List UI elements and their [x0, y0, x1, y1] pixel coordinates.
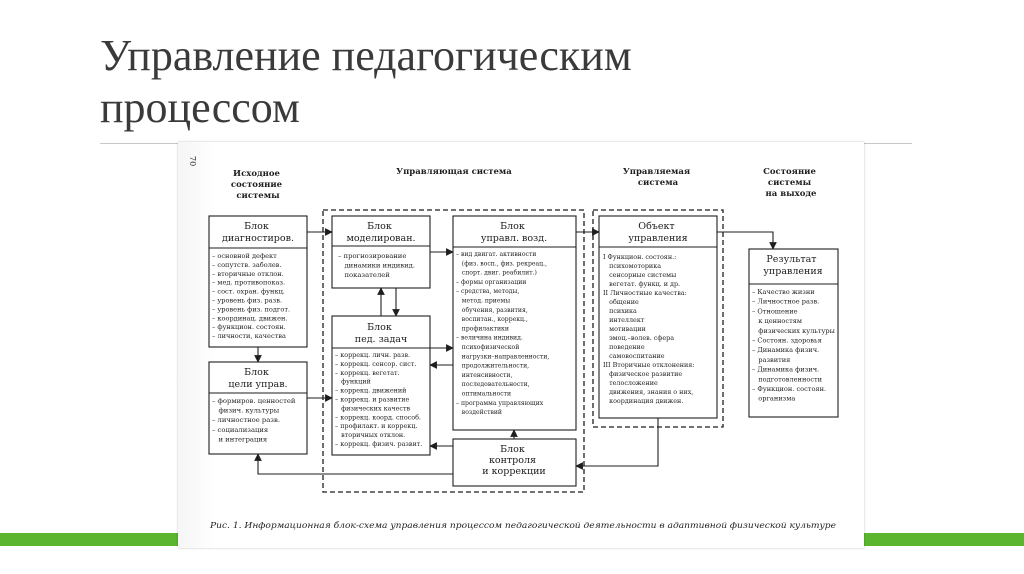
control-title-line-2: контроля: [488, 455, 537, 466]
means-item: продолжительности,: [456, 362, 530, 370]
goals-item: – формиров. ценностей: [212, 397, 296, 405]
diagnostics-item: – мед. противопоказ.: [212, 278, 286, 287]
tasks-item: – коррекц. физич. развит.: [335, 440, 423, 448]
object-items: [603, 253, 694, 405]
diagnostics-item: – сопутств. заболев.: [212, 260, 282, 269]
goals-title-line-1: Блок: [244, 367, 269, 378]
object-item: мотивации: [603, 325, 646, 333]
goals-title-line-2: цели управ.: [228, 379, 288, 390]
modeling-title-line-2: моделирован.: [346, 233, 416, 244]
figure-caption: Рис. 1. Информационная блок-схема управления процессом педагогической деятельности в адаптивной физической культуре: [208, 520, 837, 530]
tasks-item: – коррекц. вегетат.: [335, 368, 400, 377]
control-title-line-3: и коррекции: [482, 466, 546, 477]
means-item: интенсивности,: [456, 371, 513, 379]
tasks-items: [335, 351, 422, 448]
result-item: – Динамика физич.: [752, 365, 820, 374]
means-title: [481, 221, 547, 244]
object-item: физическое развитие: [603, 370, 683, 378]
modeling-item: показателей: [338, 271, 390, 279]
result-item: подготовленности: [752, 375, 823, 384]
means-item: профилактики: [456, 325, 509, 333]
tasks-item: – коррекц. движений: [335, 386, 407, 395]
tasks-item: – профилакт. и коррекц.: [335, 422, 418, 431]
header-initial-state: [231, 169, 285, 201]
arrow-control-to-goals: [258, 454, 453, 474]
diagnostics-title-line-2: диагностиров.: [222, 233, 294, 244]
object-item: психика: [603, 307, 637, 315]
tasks-item: – коррекц. личн. разв.: [335, 351, 411, 359]
means-item: воздействий: [456, 409, 502, 417]
diagnostics-item: – уровень физ. подгот.: [212, 305, 291, 314]
result-item: – Отношение: [752, 307, 798, 316]
object-item: II Личностные качества:: [603, 289, 687, 297]
control-title: [482, 444, 546, 477]
slide-title-line-1: Управление педагогическим: [100, 31, 632, 80]
means-item: – формы организации: [456, 278, 527, 286]
header-output-state: [763, 167, 819, 199]
modeling-items: [338, 252, 415, 279]
means-item: оптимальности: [456, 390, 512, 398]
modeling-item: – прогнозирование: [338, 252, 407, 260]
diagnostics-item: – координац. движен.: [212, 314, 288, 323]
tasks-item: – коррекц. коорд. способ.: [335, 413, 421, 422]
modeling-item: динамики индивид.: [338, 261, 416, 270]
tasks-item: функций: [335, 377, 371, 386]
tasks-item: – коррекц. сенсор. сист.: [335, 359, 417, 368]
object-item: III Вторичные отклонения:: [603, 361, 695, 369]
goals-item: – личностное разв.: [212, 416, 280, 425]
modeling-title: [346, 221, 415, 244]
means-item: – вид двигат. активности: [456, 251, 537, 258]
result-item: к ценностям: [752, 317, 803, 326]
tasks-title: [355, 322, 407, 345]
diagnostics-item: – личности, качества: [212, 332, 286, 341]
header-controlled-system: [623, 167, 693, 188]
tasks-item: вторичных отклон.: [335, 431, 406, 440]
header-initial-state-line-3: системы: [236, 191, 280, 201]
goals-title: [228, 367, 287, 390]
means-item: – программа управляющих: [456, 399, 544, 407]
object-item: I Функцион. состоян.:: [603, 253, 677, 261]
object-title-line-2: управления: [628, 233, 688, 244]
diagnostics-item: – функцион. состоян.: [212, 323, 286, 332]
object-item: общение: [603, 298, 639, 306]
result-items: [752, 288, 836, 403]
object-item: вегетат. функц. и др.: [603, 280, 681, 288]
tasks-title-line-1: Блок: [367, 322, 392, 333]
object-item: телосложение: [603, 379, 658, 387]
diagnostics-item: – сост. охран. функц.: [212, 287, 285, 296]
goals-item: физич. культуры: [212, 406, 280, 415]
header-output-state-line-3: на выходе: [765, 189, 817, 199]
diagnostics-title: [222, 221, 294, 244]
means-items: [456, 251, 549, 416]
diagnostics-item: – вторичные отклон.: [212, 269, 284, 278]
object-item: психомоторика: [603, 262, 661, 270]
page-number: 70: [188, 156, 197, 167]
object-item: эмоц.–волев. сфера: [603, 334, 675, 342]
result-item: – Качество жизни: [752, 288, 815, 296]
goals-items: [212, 397, 296, 443]
tasks-item: физических качеств: [335, 404, 411, 413]
means-item: метод. приемы: [456, 297, 511, 305]
object-item: координация движен.: [603, 397, 684, 405]
goals-item: и интеграция: [212, 435, 268, 444]
object-title-line-1: Объект: [638, 221, 675, 232]
means-item: психофизической: [456, 344, 520, 351]
means-item: обучения, развития,: [456, 306, 528, 314]
diagnostics-item: – основной дефект: [212, 252, 277, 260]
header-controlled-system-line-1: Управляемая: [622, 167, 691, 177]
modeling-title-line-1: Блок: [367, 221, 392, 232]
diagnostics-item: – уровень физ. разв.: [212, 296, 283, 305]
result-title: [763, 254, 822, 277]
tasks-item: – коррекц. и развитие: [335, 395, 410, 404]
tasks-title-line-2: пед. задач: [354, 334, 408, 345]
result-item: – Личностное разв.: [752, 297, 820, 306]
means-item: воспитан., коррекц.,: [456, 316, 528, 324]
means-item: – средства, методы,: [456, 288, 520, 296]
means-item: нагрузки–направленности,: [456, 353, 550, 361]
object-item: сенсорные системы: [603, 271, 677, 279]
means-item: – величина индивид.: [456, 334, 523, 342]
slide-title-line-2: процессом: [100, 83, 300, 132]
means-item: спорт. двиг. реабилит.): [456, 269, 537, 277]
result-title-line-1: Результат: [766, 254, 817, 265]
diagnostics-items: [212, 252, 290, 340]
means-item: (физ. восп., физ. рекреац.,: [456, 260, 547, 268]
means-title-line-2: управл. возд.: [480, 233, 548, 244]
result-item: развития: [752, 355, 791, 364]
result-item: физических культуры: [752, 326, 835, 335]
header-initial-state-line-1: Исходное: [233, 169, 280, 179]
control-title-line-1: Блок: [500, 444, 525, 455]
object-item: интеллект: [603, 316, 645, 324]
result-title-line-2: управления: [763, 266, 823, 277]
result-item: организма: [752, 394, 796, 403]
arrow-object-to-result: [717, 232, 773, 249]
means-item: последовательности,: [456, 381, 530, 389]
arrow-object-to-control: [576, 418, 658, 466]
result-item: – Функцион. состоян.: [752, 385, 827, 393]
diagnostics-title-line-1: Блок: [244, 221, 269, 232]
object-item: поведение: [603, 343, 645, 351]
header-initial-state-line-2: состояние: [230, 180, 283, 190]
header-controlled-system-line-2: система: [637, 178, 679, 188]
means-title-line-1: Блок: [500, 221, 525, 232]
result-item: – Динамика физич.: [752, 346, 820, 355]
object-title: [628, 221, 687, 244]
goals-item: – социализация: [212, 425, 269, 434]
header-output-state-line-2: системы: [767, 178, 812, 188]
header-control-system: Управляющая система: [396, 167, 512, 177]
object-item: самовоспитание: [603, 352, 665, 360]
object-item: движения, знания о них,: [603, 388, 694, 396]
header-output-state-line-1: Состояние: [763, 167, 816, 177]
result-item: – Состоян. здоровья: [752, 336, 822, 345]
